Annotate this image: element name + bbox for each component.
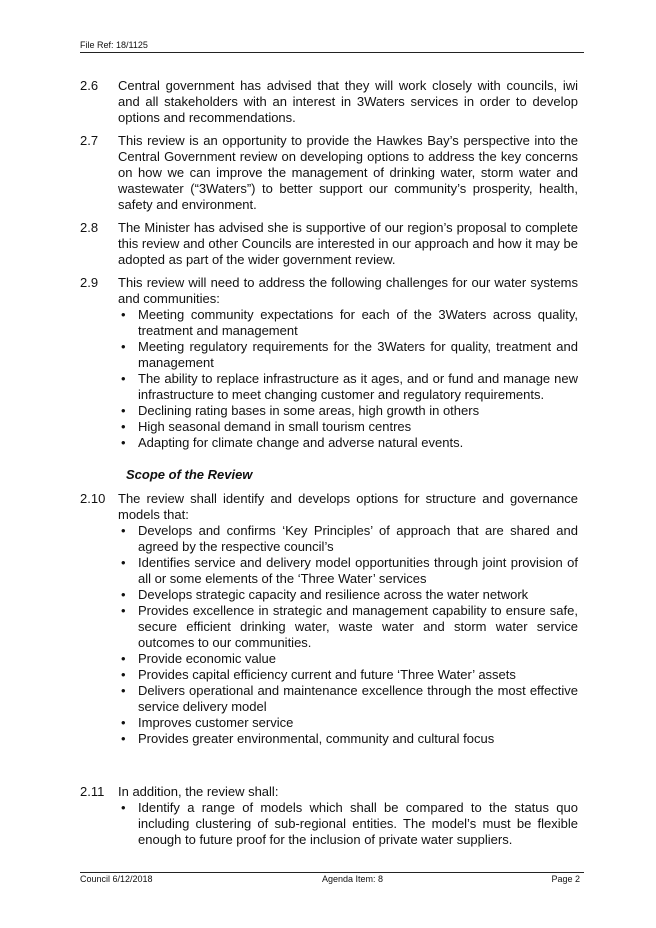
list-item-text: Provides greater environmental, community and cultural focus xyxy=(138,731,495,746)
list-item xyxy=(118,339,578,371)
list-item xyxy=(118,800,578,848)
paragraph-content xyxy=(118,491,578,747)
list-item-text: Develops strategic capacity and resilience across the water network xyxy=(138,587,529,602)
bullet-icon: • xyxy=(121,339,126,354)
bullet-icon: • xyxy=(121,651,126,666)
footer-meeting-date: Council 6/12/2018 xyxy=(80,874,153,884)
list-item xyxy=(118,403,578,419)
list-item-text: Provides excellence in strategic and management capability to ensure safe, secure efficient drinking water, waste water and storm water service outcomes to our communities. xyxy=(138,603,578,650)
list-item-text: Improves customer service xyxy=(138,715,294,730)
paragraph-intro: The review shall identify and develops options for structure and governance models that: xyxy=(118,491,578,522)
list-item xyxy=(118,555,578,587)
bullet-icon: • xyxy=(121,587,126,602)
paragraph-2-8 xyxy=(80,220,578,268)
list-item xyxy=(118,651,578,667)
list-item xyxy=(118,371,578,403)
paragraph-intro: This review will need to address the following challenges for our water systems and communities: xyxy=(118,275,578,306)
paragraph-content xyxy=(118,784,578,848)
bullet-icon: • xyxy=(121,715,126,730)
paragraph-2-6 xyxy=(80,78,578,126)
scope-list xyxy=(118,523,578,747)
footer-agenda-item: Agenda Item: 8 xyxy=(322,874,384,884)
list-item xyxy=(118,307,578,339)
bullet-icon: • xyxy=(121,603,126,618)
footer-page-number: Page 2 xyxy=(551,874,580,884)
list-item-text: Meeting community expectations for each of the 3Waters across quality, treatment and management xyxy=(138,307,578,338)
list-item xyxy=(118,523,578,555)
bullet-icon: • xyxy=(121,403,126,418)
list-item-text: Delivers operational and maintenance excellence through the most effective service delivery model xyxy=(138,683,578,714)
list-item-text: Identify a range of models which shall be compared to the status quo including clustering of sub-regional entities. The model’s must be flexible enough to future proof for the inclusion of private water suppliers. xyxy=(138,800,578,847)
file-reference: File Ref: 18/1125 xyxy=(80,40,148,50)
list-item-text: Identifies service and delivery model opportunities through joint provision of all or some elements of the ‘Three Water’ services xyxy=(138,555,578,586)
paragraph-content xyxy=(118,275,578,451)
list-item xyxy=(118,683,578,715)
list-item xyxy=(118,419,578,435)
list-item-text: Develops and confirms ‘Key Principles’ of approach that are shared and agreed by the respective council’s xyxy=(138,523,578,554)
paragraph-number: 2.9 xyxy=(80,275,99,290)
list-item-text: High seasonal demand in small tourism centres xyxy=(138,419,412,434)
list-item-text: The ability to replace infrastructure as it ages, and or fund and manage new infrastructure to meet changing customer and regulatory requirements. xyxy=(138,371,578,402)
bullet-icon: • xyxy=(121,555,126,570)
paragraph-text: This review is an opportunity to provide the Hawkes Bay’s perspective into the Central Government review on developing options to address the key concerns on how we can improve the management of drinking water, storm water and wastewater (“3Waters”) to better support our community’s prosperity, health, safety and environment. xyxy=(118,133,578,212)
bullet-icon: • xyxy=(121,667,126,682)
list-item-text: Provide economic value xyxy=(138,651,277,666)
paragraph-number: 2.7 xyxy=(80,133,99,148)
list-item xyxy=(118,603,578,651)
list-item xyxy=(118,435,578,451)
paragraph-2-7 xyxy=(80,133,578,213)
bullet-icon: • xyxy=(121,371,126,386)
additional-list xyxy=(118,800,578,848)
paragraph-2-10 xyxy=(80,491,578,747)
bullet-icon: • xyxy=(121,435,126,450)
bullet-icon: • xyxy=(121,800,126,815)
list-item-text: Provides capital efficiency current and future ‘Three Water’ assets xyxy=(138,667,516,682)
list-item xyxy=(118,667,578,683)
paragraph-text: The Minister has advised she is supportive of our region’s proposal to complete this review and other Councils are interested in our approach and how it may be adopted as part of the wider government review. xyxy=(118,220,578,267)
bullet-icon: • xyxy=(121,523,126,538)
bullet-icon: • xyxy=(121,731,126,746)
paragraph-2-9 xyxy=(80,275,578,451)
paragraph-number: 2.8 xyxy=(80,220,99,235)
list-item-text: Meeting regulatory requirements for the 3Waters for quality, treatment and management xyxy=(138,339,578,370)
spacer xyxy=(80,754,578,784)
paragraph-number: 2.11 xyxy=(80,784,105,799)
list-item xyxy=(118,731,578,747)
footer-rule xyxy=(80,872,584,873)
bullet-icon: • xyxy=(121,307,126,322)
list-item-text: Declining rating bases in some areas, high growth in others xyxy=(138,403,480,418)
list-item-text: Adapting for climate change and adverse natural events. xyxy=(138,435,464,450)
paragraph-number: 2.10 xyxy=(80,491,106,506)
paragraph-text: Central government has advised that they will work closely with councils, iwi and all stakeholders with an interest in 3Waters services in order to develop options and recommendations. xyxy=(118,78,578,125)
document-body xyxy=(80,78,578,855)
section-heading: Scope of the Review xyxy=(126,467,253,482)
paragraph-2-11 xyxy=(80,784,578,848)
paragraph-number: 2.6 xyxy=(80,78,99,93)
list-item xyxy=(118,587,578,603)
bullet-icon: • xyxy=(121,683,126,698)
challenge-list xyxy=(118,307,578,451)
paragraph-intro: In addition, the review shall: xyxy=(118,784,279,799)
bullet-icon: • xyxy=(121,419,126,434)
list-item xyxy=(118,715,578,731)
header-rule xyxy=(80,52,584,53)
